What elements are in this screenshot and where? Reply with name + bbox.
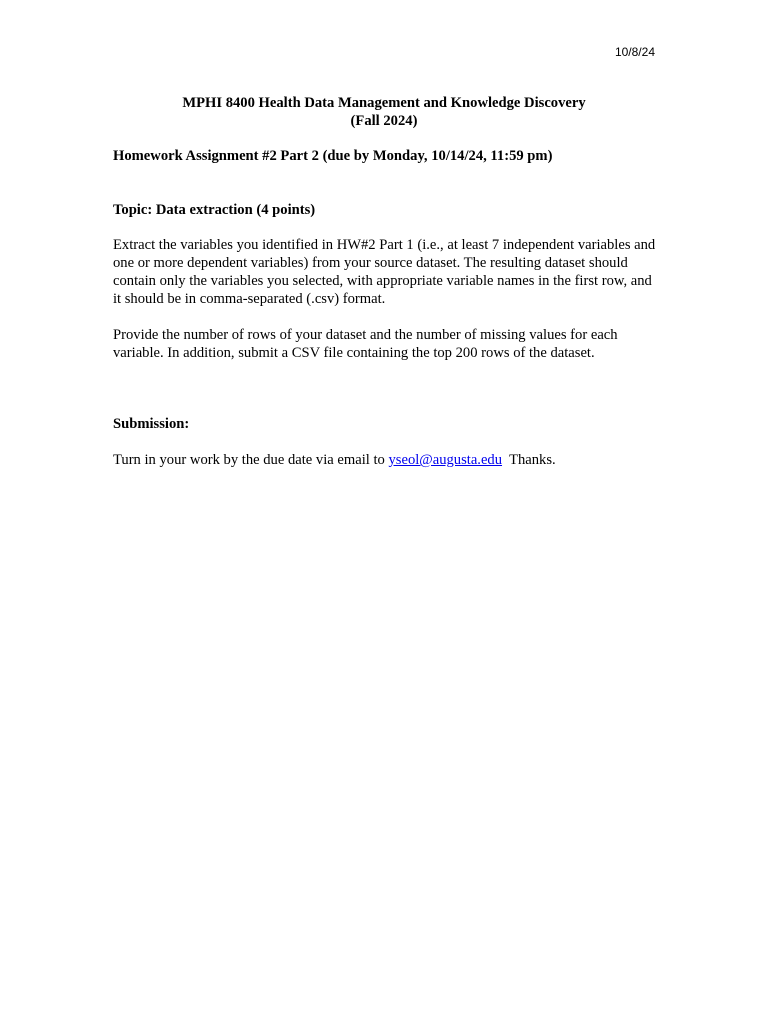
topic-paragraph-2: Provide the number of rows of your dataset and the number of missing values for each variable. In addition, submit a CSV file containing the top 200 rows of the dataset. [113,327,618,361]
submission-heading: Submission: [113,416,190,432]
submission-text-after: Thanks. [502,452,556,468]
document-title [113,94,655,130]
topic-paragraph-1: Extract the variables you identified in HW#2 Part 1 (i.e., at least 7 independent variables and one or more dependent variables) from your source dataset. The resulting dataset should contain only the variables you selected, with appropriate variable names in the first row, and it should be in comma-separated (.csv) format. [113,237,656,307]
term-label: (Fall 2024) [350,113,418,129]
submission-text-before: Turn in your work by the due date via email to [113,452,389,468]
document-date: 10/8/24 [614,45,655,59]
topic-heading: Topic: Data extraction (4 points) [113,202,316,218]
submission-instructions [113,451,658,469]
email-link[interactable]: yseol@augusta.edu [388,452,503,468]
assignment-heading: Homework Assignment #2 Part 2 (due by Monday, 10/14/24, 11:59 pm) [113,148,553,164]
course-title: MPHI 8400 Health Data Management and Knowledge Discovery [182,95,586,111]
